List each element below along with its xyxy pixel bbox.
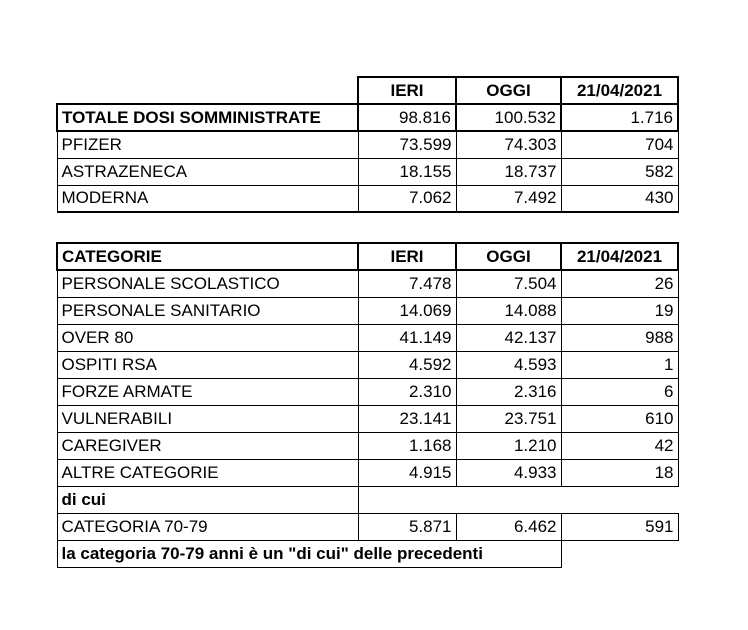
row-label: VULNERABILI — [57, 405, 358, 432]
cell-oggi: 2.316 — [456, 378, 561, 405]
cell-delta: 1.716 — [561, 104, 678, 131]
footnote: la categoria 70-79 anni è un "di cui" delle precedenti — [57, 540, 561, 567]
col-header-categorie: CATEGORIE — [57, 243, 358, 270]
cell-delta: 591 — [561, 513, 678, 540]
cell-ieri: 1.168 — [358, 432, 456, 459]
cell-ieri: 2.310 — [358, 378, 456, 405]
row-label: ALTRE CATEGORIE — [57, 459, 358, 486]
row-label: OSPITI RSA — [57, 351, 358, 378]
subheader-label: di cui — [57, 486, 358, 513]
table-row — [57, 297, 678, 324]
row-label: PFIZER — [57, 131, 358, 158]
cell-delta: 42 — [561, 432, 678, 459]
cell-ieri: 5.871 — [358, 513, 456, 540]
cell-oggi: 4.933 — [456, 459, 561, 486]
empty-cell — [358, 486, 456, 513]
cell-delta: 18 — [561, 459, 678, 486]
cell-delta: 430 — [561, 185, 678, 212]
row-label: FORZE ARMATE — [57, 378, 358, 405]
table-row — [57, 270, 678, 297]
doses-header-row — [57, 77, 678, 104]
cell-ieri: 7.062 — [358, 185, 456, 212]
cell-oggi: 100.532 — [456, 104, 561, 131]
table-row — [57, 513, 678, 540]
row-label: CATEGORIA 70-79 — [57, 513, 358, 540]
categories-table — [56, 242, 679, 568]
cell-ieri: 14.069 — [358, 297, 456, 324]
cell-delta: 26 — [561, 270, 678, 297]
cell-ieri: 98.816 — [358, 104, 456, 131]
cell-ieri: 4.915 — [358, 459, 456, 486]
cell-oggi: 6.462 — [456, 513, 561, 540]
col-header-ieri: IERI — [358, 243, 456, 270]
table-row — [57, 131, 678, 158]
cell-ieri: 7.478 — [358, 270, 456, 297]
empty-cell — [456, 486, 561, 513]
cell-ieri: 18.155 — [358, 158, 456, 185]
cell-oggi: 7.504 — [456, 270, 561, 297]
col-header-ieri: IERI — [358, 77, 456, 104]
cell-delta: 19 — [561, 297, 678, 324]
cell-oggi: 1.210 — [456, 432, 561, 459]
empty-cell — [561, 486, 678, 513]
col-header-date: 21/04/2021 — [561, 77, 678, 104]
categories-header-row — [57, 243, 678, 270]
cell-oggi: 18.737 — [456, 158, 561, 185]
table-row — [57, 185, 678, 212]
table-row — [57, 432, 678, 459]
row-label: ASTRAZENECA — [57, 158, 358, 185]
note-row — [57, 540, 678, 567]
row-label: PERSONALE SANITARIO — [57, 297, 358, 324]
cell-delta: 582 — [561, 158, 678, 185]
cell-delta: 610 — [561, 405, 678, 432]
doses-table — [56, 76, 679, 213]
cell-oggi: 14.088 — [456, 297, 561, 324]
table-row — [57, 324, 678, 351]
cell-delta: 6 — [561, 378, 678, 405]
cell-oggi: 7.492 — [456, 185, 561, 212]
subheader-row — [57, 486, 678, 513]
col-header-date: 21/04/2021 — [561, 243, 678, 270]
table-row — [57, 459, 678, 486]
table-row — [57, 104, 678, 131]
table-row — [57, 405, 678, 432]
cell-oggi: 23.751 — [456, 405, 561, 432]
col-header-oggi: OGGI — [456, 243, 561, 270]
row-label: OVER 80 — [57, 324, 358, 351]
cell-ieri: 23.141 — [358, 405, 456, 432]
empty-cell — [57, 77, 358, 104]
cell-oggi: 4.593 — [456, 351, 561, 378]
cell-delta: 988 — [561, 324, 678, 351]
row-label: TOTALE DOSI SOMMINISTRATE — [57, 104, 358, 131]
empty-cell — [561, 540, 678, 567]
table-row — [57, 158, 678, 185]
cell-oggi: 42.137 — [456, 324, 561, 351]
cell-ieri: 41.149 — [358, 324, 456, 351]
cell-delta: 1 — [561, 351, 678, 378]
cell-oggi: 74.303 — [456, 131, 561, 158]
cell-ieri: 4.592 — [358, 351, 456, 378]
row-label: PERSONALE SCOLASTICO — [57, 270, 358, 297]
cell-ieri: 73.599 — [358, 131, 456, 158]
table-row — [57, 351, 678, 378]
row-label: MODERNA — [57, 185, 358, 212]
cell-delta: 704 — [561, 131, 678, 158]
col-header-oggi: OGGI — [456, 77, 561, 104]
table-row — [57, 378, 678, 405]
row-label: CAREGIVER — [57, 432, 358, 459]
